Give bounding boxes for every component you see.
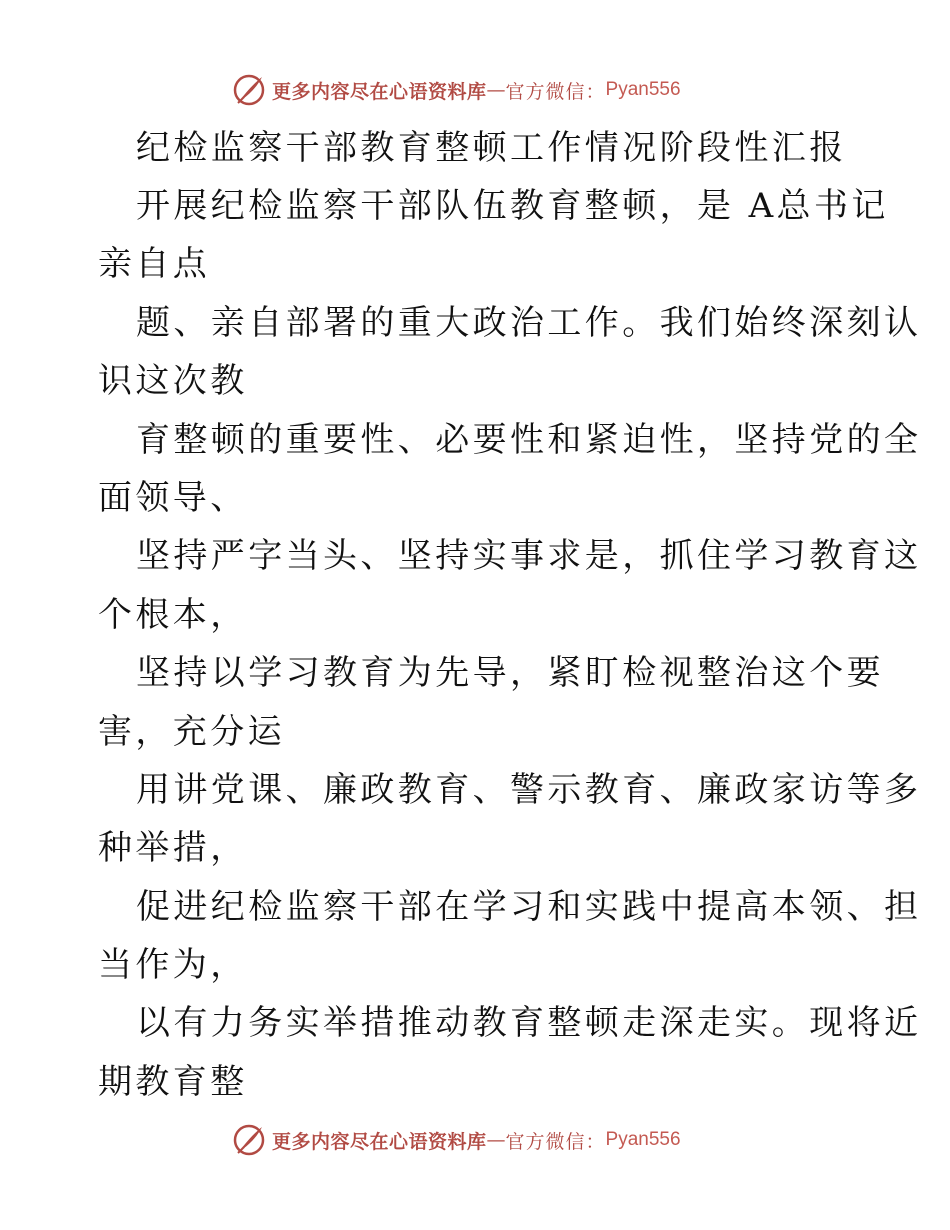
- header-watermark: [232, 72, 681, 108]
- watermark-wechat-id: Pyan556: [605, 1129, 681, 1150]
- watermark-wechat-label: 官方微信：: [505, 80, 606, 103]
- watermark-wechat-label: 官方微信：: [505, 1130, 606, 1153]
- paragraph-line: 开展纪检监察干部队伍教育整顿，是 A总书记: [136, 186, 889, 226]
- watermark-wechat-id: Pyan556: [605, 79, 681, 100]
- paragraph-line: 以有力务实举措推动教育整顿走深走实。现将近: [136, 1003, 922, 1043]
- paragraph-line: 种举措，: [98, 828, 248, 868]
- paragraph-line: 个根本，: [98, 595, 248, 635]
- paragraph-line: 育整顿的重要性、必要性和紧迫性，坚持党的全: [136, 420, 922, 460]
- paragraph-line: 用讲党课、廉政教育、警示教育、廉政家访等多: [136, 770, 922, 810]
- paragraph-line: 害，充分运: [98, 712, 285, 752]
- feather-pen-logo-icon: [232, 1123, 266, 1157]
- footer-watermark: [232, 1122, 681, 1158]
- paragraph-line: 坚持以学习教育为先导，紧盯检视整治这个要: [136, 653, 884, 693]
- paragraph-line: 识这次教: [98, 361, 248, 401]
- watermark-separator: —: [486, 79, 506, 101]
- paragraph-line: 期教育整: [98, 1062, 248, 1102]
- paragraph-line: 坚持严字当头、坚持实事求是，抓住学习教育这: [136, 536, 922, 576]
- paragraph-line: 促进纪检监察干部在学习和实践中提高本领、担: [136, 887, 922, 927]
- paragraph-line: 题、亲自部署的重大政治工作。我们始终深刻认: [136, 303, 922, 343]
- feather-pen-logo-icon: [232, 73, 266, 107]
- paragraph-line: 面领导、: [98, 478, 248, 518]
- paragraph-line: 当作为，: [98, 945, 248, 985]
- paragraph-line: 亲自点: [98, 244, 211, 284]
- watermark-text: 更多内容尽在心语资料库: [272, 1130, 487, 1153]
- watermark-text: 更多内容尽在心语资料库: [272, 80, 487, 103]
- watermark-separator: —: [486, 1129, 506, 1151]
- document-title: 纪检监察干部教育整顿工作情况阶段性汇报: [136, 128, 847, 168]
